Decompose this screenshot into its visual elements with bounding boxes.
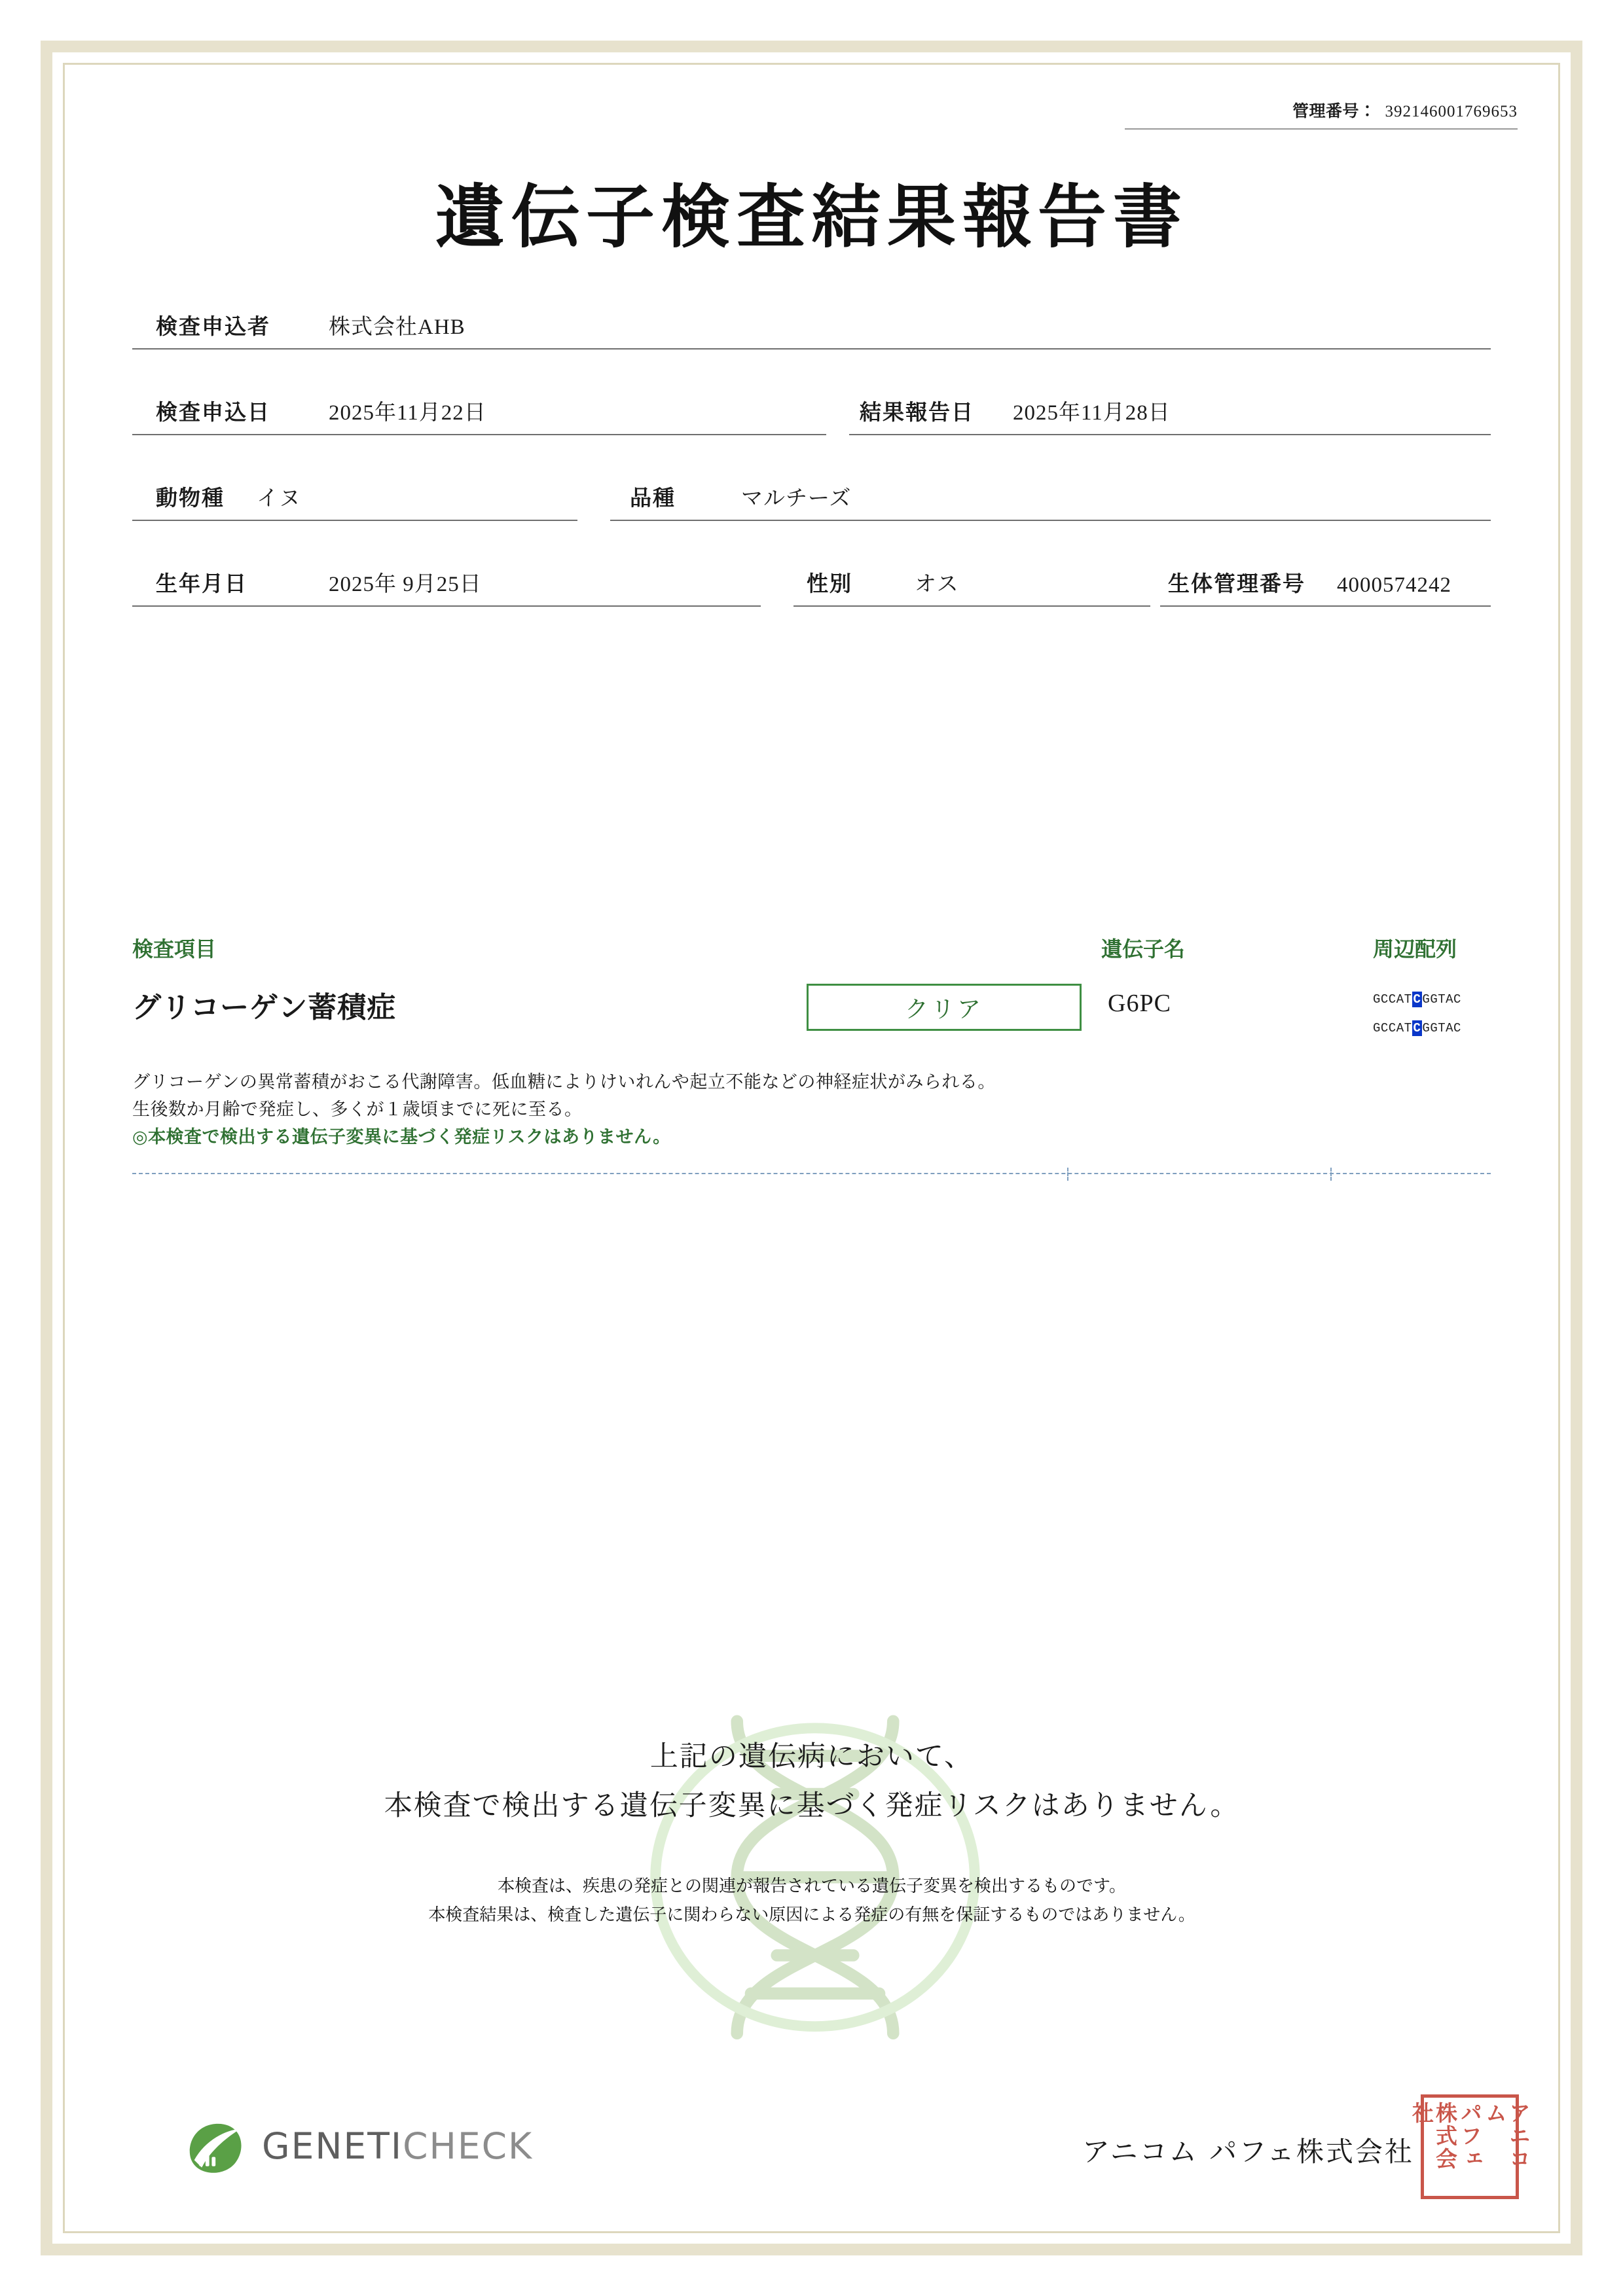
animal-id-value: 4000574242 [1337, 573, 1451, 597]
company-name: アニコム パフェ株式会社 [1082, 2136, 1414, 2168]
seal-column-1: アニコム [1482, 2102, 1531, 2170]
field-species [132, 476, 577, 521]
apply-date-value: 2025年11月22日 [329, 401, 486, 425]
animal-id-label: 生体管理番号 [1168, 573, 1305, 596]
sequence-prefix-1: GCCAT [1373, 992, 1412, 1007]
info-row-applicant [132, 295, 1491, 350]
seal-column-2: パフェ [1457, 2102, 1483, 2170]
table-row [132, 978, 1491, 1057]
info-row-identity [132, 552, 1491, 607]
summary-line-1: 上記の遺伝病において、 [649, 1740, 974, 1773]
sequence-prefix-2: GCCAT [1373, 1021, 1412, 1035]
page-title: 遺伝子検査結果報告書 [435, 176, 1188, 257]
report-date-label: 結果報告日 [860, 401, 974, 425]
description-risk-line: ◎本検査で検出する遺伝子変異に基づく発症リスクはありません。 [132, 1127, 671, 1147]
gene-name: G6PC [1108, 990, 1171, 1017]
summary-line-2: 本検査で検出する遺伝子変異に基づく発症リスクはありません。 [384, 1789, 1240, 1822]
description-line-2: 生後数か月齢で発症し、多くが１歳頃までに死に至る。 [132, 1100, 583, 1119]
sequence-allele-1 [1373, 985, 1461, 1014]
applicant-value: 株式会社AHB [329, 315, 465, 339]
seal-column-3: 株式会社 [1409, 2102, 1458, 2170]
control-number-value: 392146001769653 [1385, 103, 1518, 120]
applicant-label: 検査申込者 [156, 315, 270, 339]
sequence-allele-2 [1373, 1014, 1461, 1043]
summary-notes [92, 1872, 1532, 1929]
disease-name: グリコーゲン蓄積症 [132, 992, 397, 1024]
note-line-1: 本検査は、疾患の発症との関連が報告されている遺伝子変異を検出するものです。 [498, 1876, 1126, 1896]
report-date-value: 2025年11月28日 [1013, 401, 1171, 425]
status-badge: クリア [807, 984, 1082, 1031]
info-row-dates [132, 380, 1491, 435]
birthdate-label: 生年月日 [156, 573, 247, 596]
species-label: 動物種 [156, 487, 225, 511]
column-header-item: 検査項目 [132, 937, 217, 961]
column-header-gene: 遺伝子名 [1101, 937, 1186, 961]
summary-block [92, 1734, 1532, 1823]
control-number [1125, 98, 1518, 130]
description-line-1: グリコーゲンの異常蓄積がおこる代謝障害。低血糖によりけいれんや起立不能などの神経症状がみられる。 [132, 1072, 996, 1092]
brand-logo [105, 2111, 602, 2189]
brand-logo-text [262, 2125, 533, 2167]
note-line-2: 本検査結果は、検査した遺伝子に関わらない原因による発症の有無を保証するものではありません。 [428, 1905, 1195, 1925]
brand-logo-text-part2: CHECK [403, 2125, 534, 2167]
company-seal [1409, 2094, 1531, 2199]
field-report-date [849, 391, 1491, 435]
info-row-animal [132, 466, 1491, 521]
sex-label: 性別 [807, 573, 852, 596]
leaf-logo-icon [187, 2121, 249, 2178]
field-apply-date [132, 391, 826, 435]
section-divider [132, 1173, 1491, 1174]
sequence-suffix-1: GGTAC [1422, 992, 1461, 1007]
field-breed [610, 476, 1491, 521]
field-applicant [132, 305, 1491, 350]
report-content [92, 79, 1532, 2219]
info-block [132, 295, 1491, 637]
field-sex [793, 562, 1150, 607]
sequence-highlight-1: C [1413, 992, 1421, 1007]
breed-label: 品種 [630, 487, 676, 511]
species-value: イヌ [257, 487, 301, 511]
field-birthdate [132, 562, 761, 607]
field-animal-id [1160, 562, 1491, 607]
apply-date-label: 検査申込日 [156, 401, 270, 425]
sequence-highlight-2: C [1413, 1021, 1421, 1035]
column-header-sequence: 周辺配列 [1373, 937, 1457, 961]
sequence-suffix-2: GGTAC [1422, 1021, 1461, 1035]
sex-value: オス [915, 573, 959, 596]
control-number-label: 管理番号： [1292, 103, 1376, 120]
sequence-block [1373, 985, 1461, 1043]
disease-description [132, 1068, 1491, 1151]
brand-logo-text-part1: GENETI [262, 2125, 403, 2167]
birthdate-value: 2025年 9月25日 [329, 573, 482, 596]
result-table-header [132, 933, 1491, 963]
breed-value: マルチーズ [741, 487, 852, 511]
